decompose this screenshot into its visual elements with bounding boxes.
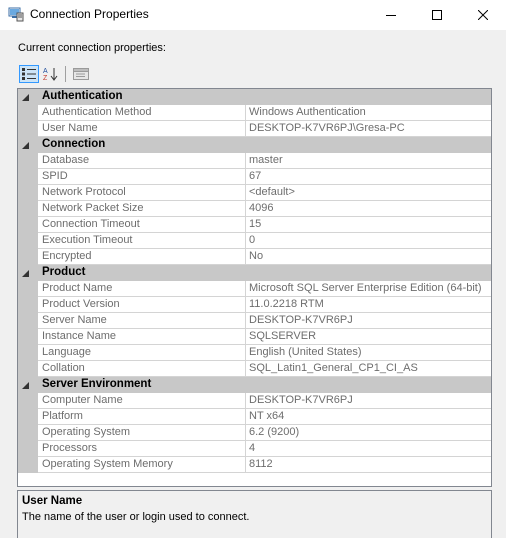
property-row[interactable] [18, 121, 491, 137]
property-grid[interactable] [17, 88, 492, 487]
help-description: The name of the user or login used to connect. [22, 511, 250, 523]
category-label: Server Environment [42, 378, 152, 390]
category-label: Connection [42, 138, 106, 150]
category-label: Product [42, 266, 86, 278]
property-row[interactable] [18, 201, 491, 217]
property-name[interactable]: SPID [38, 169, 246, 185]
property-name[interactable]: Encrypted [38, 249, 246, 265]
property-row[interactable] [18, 345, 491, 361]
property-value[interactable]: DESKTOP-K7VR6PJ [246, 313, 491, 329]
property-value[interactable]: NT x64 [246, 409, 491, 425]
property-row[interactable] [18, 313, 491, 329]
property-name[interactable]: Execution Timeout [38, 233, 246, 249]
property-name[interactable]: Server Name [38, 313, 246, 329]
minimize-button[interactable] [368, 0, 414, 30]
svg-text:Z: Z [43, 75, 48, 81]
row-gutter [18, 457, 38, 473]
title-bar [0, 0, 506, 30]
property-name[interactable]: User Name [38, 121, 246, 137]
category-header[interactable] [18, 265, 491, 281]
property-name[interactable]: Connection Timeout [38, 217, 246, 233]
categorized-icon [22, 68, 36, 80]
property-row[interactable] [18, 281, 491, 297]
property-name[interactable]: Network Protocol [38, 185, 246, 201]
row-gutter [18, 121, 38, 137]
property-name[interactable]: Processors [38, 441, 246, 457]
row-gutter [18, 105, 38, 121]
property-value[interactable]: DESKTOP-K7VR6PJ [246, 393, 491, 409]
property-value[interactable]: DESKTOP-K7VR6PJ\Gresa-PC [246, 121, 491, 137]
property-row[interactable] [18, 249, 491, 265]
property-row[interactable] [18, 233, 491, 249]
row-gutter [18, 313, 38, 329]
property-value[interactable]: <default> [246, 185, 491, 201]
property-row[interactable] [18, 153, 491, 169]
property-name[interactable]: Operating System [38, 425, 246, 441]
property-row[interactable] [18, 409, 491, 425]
property-toolbar [17, 64, 492, 84]
property-value[interactable]: No [246, 249, 491, 265]
property-value[interactable]: Windows Authentication [246, 105, 491, 121]
property-row[interactable] [18, 441, 491, 457]
property-name[interactable]: Language [38, 345, 246, 361]
row-gutter [18, 393, 38, 409]
property-name[interactable]: Collation [38, 361, 246, 377]
row-gutter [18, 233, 38, 249]
property-value[interactable]: 15 [246, 217, 491, 233]
property-value[interactable]: 11.0.2218 RTM [246, 297, 491, 313]
property-name[interactable]: Network Packet Size [38, 201, 246, 217]
property-row[interactable] [18, 185, 491, 201]
property-value[interactable]: 0 [246, 233, 491, 249]
property-row[interactable] [18, 393, 491, 409]
property-value[interactable]: 67 [246, 169, 491, 185]
server-properties-icon [8, 6, 24, 22]
property-pages-button[interactable] [71, 65, 91, 83]
property-name[interactable]: Database [38, 153, 246, 169]
svg-text:A: A [43, 68, 48, 75]
row-gutter [18, 345, 38, 361]
row-gutter [18, 153, 38, 169]
row-gutter [18, 249, 38, 265]
row-gutter [18, 329, 38, 345]
row-gutter [18, 217, 38, 233]
help-panel [17, 490, 492, 538]
property-name[interactable]: Authentication Method [38, 105, 246, 121]
property-row[interactable] [18, 361, 491, 377]
row-gutter [18, 297, 38, 313]
property-value[interactable]: 8112 [246, 457, 491, 473]
property-name[interactable]: Computer Name [38, 393, 246, 409]
property-name[interactable]: Instance Name [38, 329, 246, 345]
category-header[interactable] [18, 377, 491, 393]
property-row[interactable] [18, 329, 491, 345]
property-row[interactable] [18, 457, 491, 473]
property-name[interactable]: Operating System Memory [38, 457, 246, 473]
minimize-icon [386, 10, 396, 20]
caption-label: Current connection properties: [18, 42, 166, 54]
row-gutter [18, 425, 38, 441]
category-label: Authentication [42, 90, 123, 102]
collapse-icon[interactable] [21, 141, 30, 150]
property-row[interactable] [18, 425, 491, 441]
property-value[interactable]: 4096 [246, 201, 491, 217]
categorized-button[interactable] [19, 65, 39, 83]
category-header[interactable] [18, 89, 491, 105]
row-gutter [18, 169, 38, 185]
row-gutter [18, 185, 38, 201]
property-row[interactable] [18, 297, 491, 313]
property-value[interactable]: master [246, 153, 491, 169]
toolbar-separator [65, 66, 66, 82]
row-gutter [18, 281, 38, 297]
property-row[interactable] [18, 217, 491, 233]
window-title: Connection Properties [30, 7, 149, 21]
property-value[interactable]: SQLSERVER [246, 329, 491, 345]
property-row[interactable] [18, 169, 491, 185]
alphabetical-sort-icon [43, 67, 59, 81]
property-name[interactable]: Platform [38, 409, 246, 425]
property-name[interactable]: Product Version [38, 297, 246, 313]
help-title: User Name [22, 495, 83, 507]
row-gutter [18, 201, 38, 217]
row-gutter [18, 409, 38, 425]
row-gutter [18, 441, 38, 457]
property-value[interactable]: English (United States) [246, 345, 491, 361]
collapse-icon[interactable] [21, 381, 30, 390]
property-value[interactable]: 6.2 (9200) [246, 425, 491, 441]
row-gutter [18, 361, 38, 377]
property-pages-icon [73, 68, 89, 80]
close-button[interactable] [460, 0, 506, 30]
property-name[interactable]: Product Name [38, 281, 246, 297]
property-value[interactable]: Microsoft SQL Server Enterprise Edition (64-bit) [246, 281, 491, 297]
alphabetical-button[interactable] [41, 65, 61, 83]
close-icon [478, 10, 488, 20]
category-header[interactable] [18, 137, 491, 153]
collapse-icon[interactable] [21, 93, 30, 102]
property-row[interactable] [18, 105, 491, 121]
collapse-icon[interactable] [21, 269, 30, 278]
property-value[interactable]: SQL_Latin1_General_CP1_CI_AS [246, 361, 491, 377]
property-value[interactable]: 4 [246, 441, 491, 457]
maximize-icon [432, 10, 442, 20]
maximize-button[interactable] [414, 0, 460, 30]
